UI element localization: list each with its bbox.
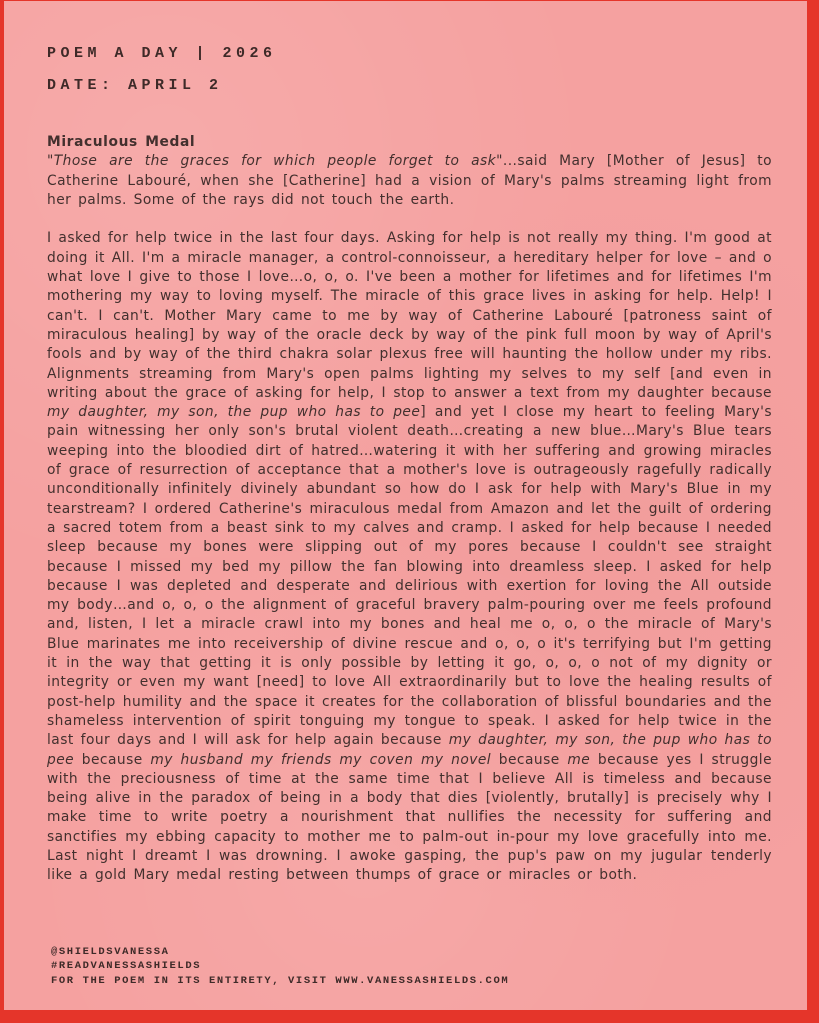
series-title: POEM A DAY | 2026 bbox=[47, 45, 277, 62]
poem-date: DATE: APRIL 2 bbox=[47, 77, 223, 94]
poster-footer bbox=[51, 945, 509, 989]
poster-header bbox=[47, 38, 772, 102]
poem-block bbox=[47, 133, 772, 886]
website-note: FOR THE POEM IN ITS ENTIRETY, VISIT WWW.VANESSASHIELDS.COM bbox=[51, 974, 510, 987]
poem-body: I asked for help twice in the last four days. Asking for help is not really my thing. I'm good at doing it All. I'm a miracle manager, a control-connoisseur, a hereditary helper for love – and o what love I give to those I love…o, o, o. I've been a mother for lifetimes and for lifetimes I'm mothering my way to loving myself. The miracle of this grace lives in asking for help. Help! I can't. I can't. Mother Mary came to me by way of Catherine Labouré [patroness saint of miraculous healing] by way of the oracle deck by way of the pink full moon by way of April's fools and by way of the third chakra solar plexus free will haunting the hollow under my ribs. Alignments streaming from Mary's open palms lighting my selves to my self [and even in writing about the grace of asking for help, I stop to answer a text from my daughter because my daughter, my son, the pup who has to pee] and yet I close my heart to feeling Mary's pain witnessing her only son's brutal violent death…creating a new blue…Mary's Blue tears weeping into the bloodied dirt of hatred…watering it with her suffering and growing miracles of grace of resurrection of acceptance that a mother's love is outrageously ragefully radically unconditionally infinitely divinely abundant so how do I ask for help with Mary's Blue in my tearstream? I ordered Catherine's miraculous medal from Amazon and let the guilt of ordering a sacred totem from a beast sink to my calves and cramp. I asked for help because I needed sleep because my bones were slipping out of my pores because I couldn't see straight because I missed my bed my pillow the fan blowing into dreamless sleep. I asked for help because I was depleted and desperate and delirious with exertion for loving the All outside my body…and o, o, o the alignment of graceful bravery palm-pouring over me feels profound and, listen, I let a miracle crawl into my bones and heal me o, o, o the miracle of Mary's Blue marinates me into receivership of divine rescue and o, o, o it's terrifying but I'm getting it in the way that getting it is only possible by letting it go, o, o, o not of my dignity or integrity or even my want [need] to love All extraordinarily but to love the healing results of post-help humility and the space it creates for the collaboration of blissful boundaries and the shameless intervention of spirit tonguing my tongue to speak. I asked for help twice in the last four days and I will ask for help again because my daughter, my son, the pup who has to pee because my husband my friends my coven my novel because me because yes I struggle with the preciousness of time at the same time that I believe All is timeless and because being alive in the paradox of being in a body that dies [violently, brutally] is precisely why I make time to write poetry a nourishment that nullifies the necessity for suffering and sanctifies my ebbing capacity to mother me to palm-out in-pour my love gracefully into me. Last night I dreamt I was drowning. I awoke gasping, the pup's paw on my jugular tenderly like a gold Mary medal resting between thumps of grace or miracles or both. bbox=[47, 230, 773, 884]
paper-sheet bbox=[4, 1, 807, 1010]
poem-title: Miraculous Medal bbox=[47, 134, 196, 150]
hashtag: #READVANESSASHIELDS bbox=[51, 960, 202, 972]
social-handle: @SHIELDSVANESSA bbox=[51, 945, 170, 958]
poem-epigraph: "Those are the graces for which people forget to ask"...said Mary [Mother of Jesus] to Catherine Labouré, when she [Catherine] had a vision of Mary's palms streaming light from her palms. Some of the rays did not touch the earth. bbox=[47, 153, 773, 208]
